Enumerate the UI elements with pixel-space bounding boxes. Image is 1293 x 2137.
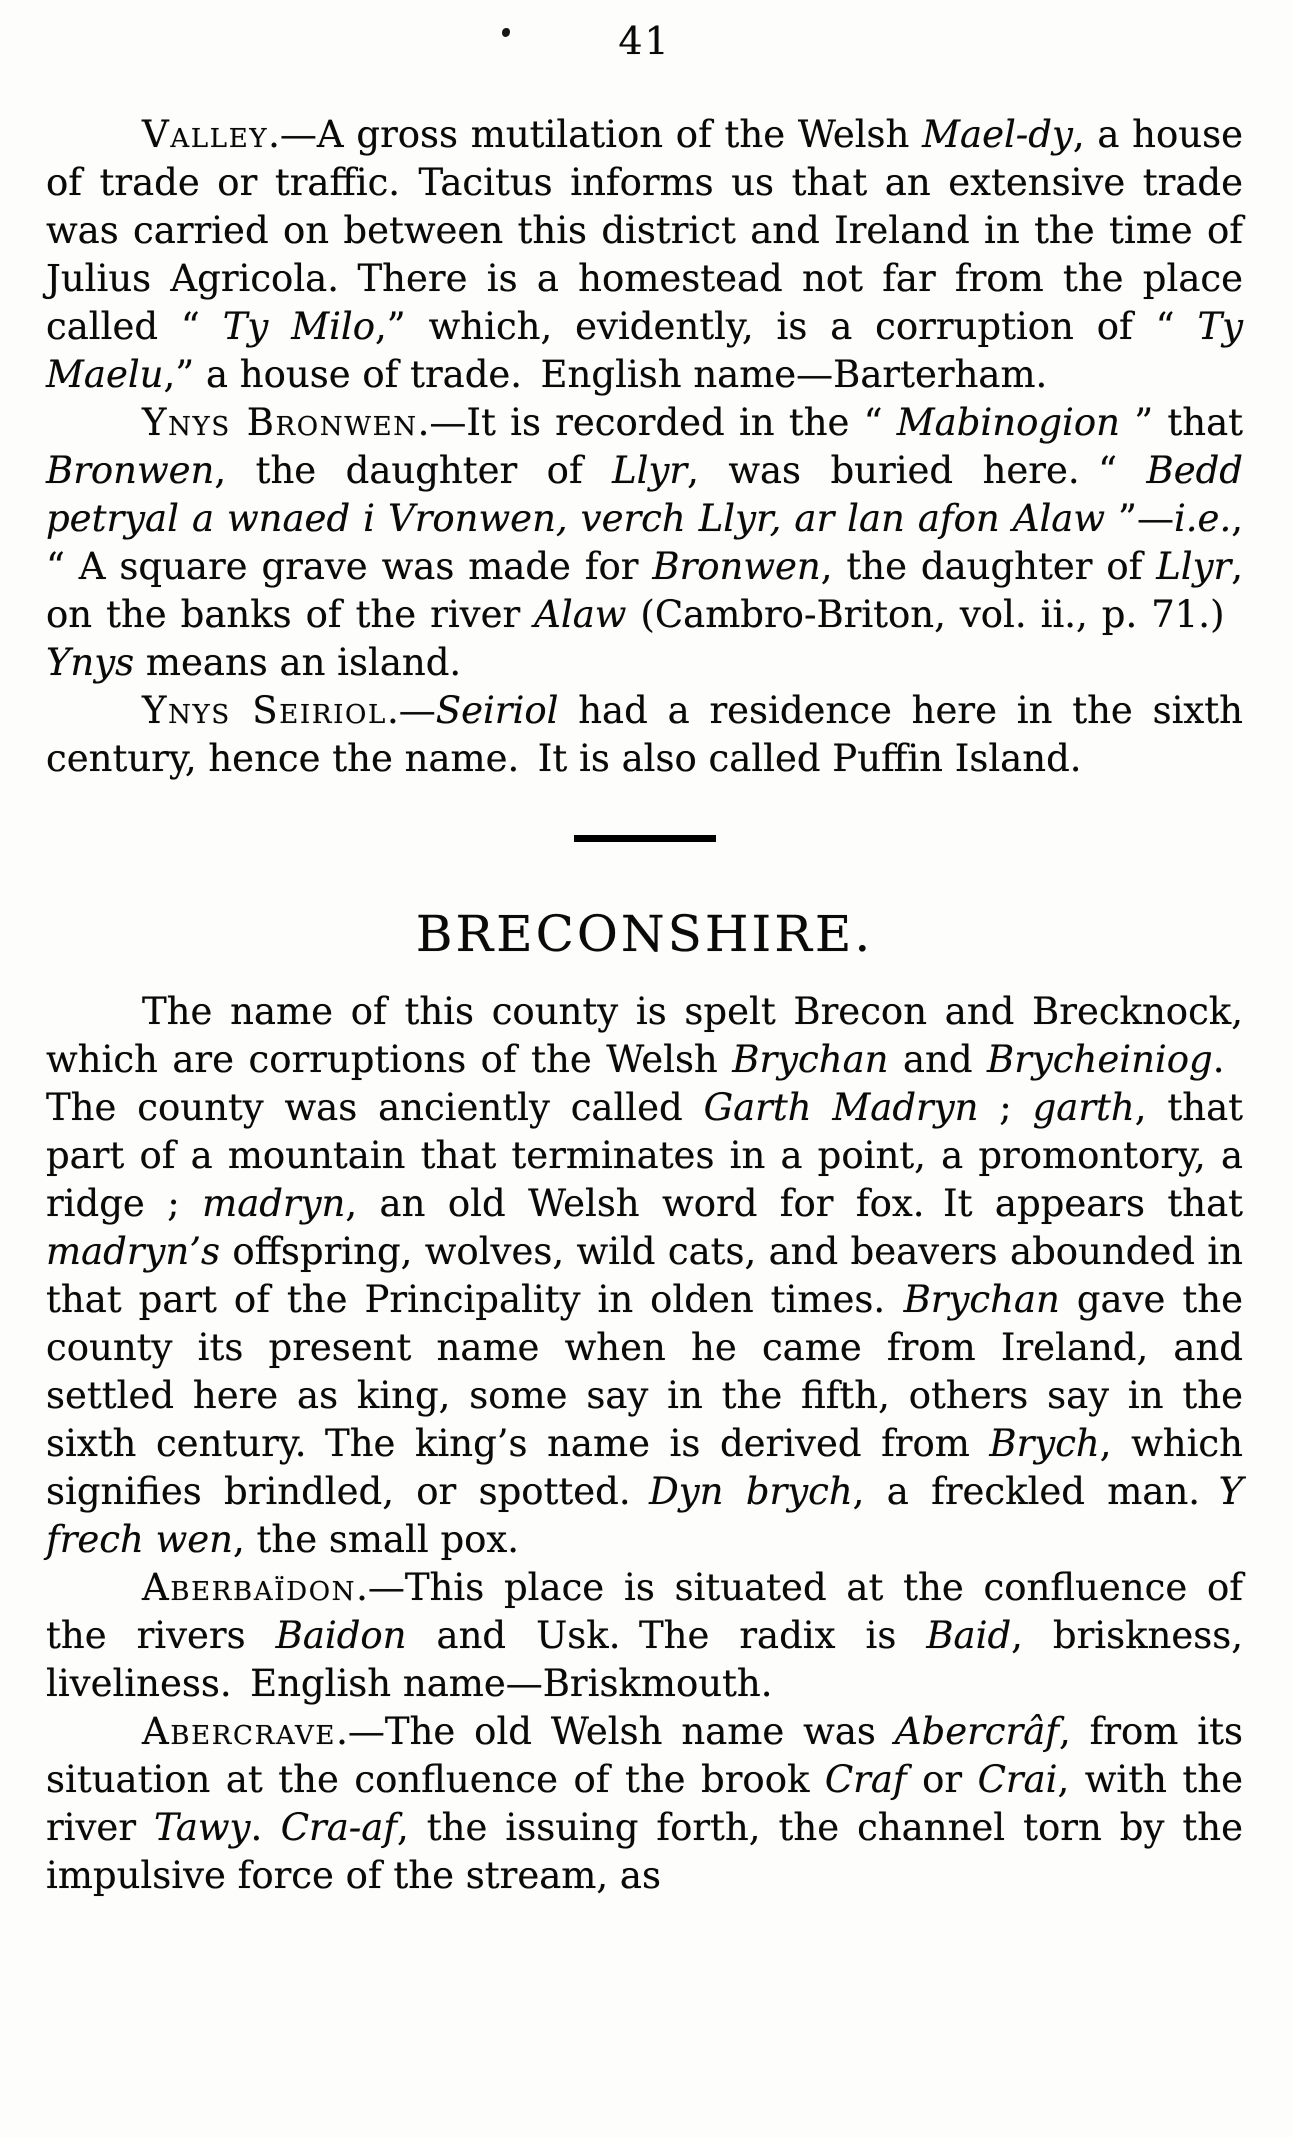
text-run: gave the county its present name when he came from Ireland, and settled here as king, some say in the fifth, others say in the sixth century. The king’s name is derived from [46, 1278, 1243, 1465]
italic-term: madryn [202, 1182, 346, 1225]
text-run: , an old Welsh word for fox. It appears that [345, 1182, 1243, 1225]
italic-term: madryn’s [46, 1230, 220, 1273]
italic-term: Dyn brych [649, 1470, 853, 1513]
italic-term: Ty Maelu [46, 305, 1244, 396]
paragraph [46, 399, 1243, 687]
italic-term: Craf [824, 1758, 907, 1801]
text-run: , with the river [46, 1758, 1243, 1849]
text-run: offspring, wolves, wild cats, and beavers abounded in that part of the Principality in olden times. [46, 1230, 1243, 1321]
text-run: .—It is recorded in the “ [417, 401, 897, 444]
text-run: means an island. [134, 641, 462, 684]
italic-term: Mabinogion [896, 401, 1120, 444]
entry-name: Ynys Seiriol [142, 689, 387, 732]
text-run: .— [386, 689, 436, 732]
text-run: , the daughter of [820, 545, 1157, 588]
text-run: .—A gross mutilation of the Welsh [268, 113, 923, 156]
page-number: 41 [618, 19, 671, 63]
italic-term: Crai [977, 1758, 1058, 1801]
italic-term: Garth Madryn [703, 1086, 979, 1129]
paragraph [46, 111, 1243, 399]
italic-term: Bedd petryal a wnaed i Vronwen, verch Llyr, ar lan afon Alaw [46, 449, 1243, 540]
entry-name: Ynys Bronwen [142, 401, 418, 444]
text-run: .—This place is situated at the confluence of the rivers [46, 1566, 1243, 1657]
text-run: , from its situation at the confluence of the brook [46, 1710, 1243, 1801]
section-divider [574, 835, 716, 842]
italic-term: Alaw [534, 593, 627, 636]
paragraph [46, 687, 1243, 783]
text-run: The name of this county is spelt Brecon and Brecknock, which are corruptions of the Welsh [46, 990, 1243, 1081]
text-run: (Cambro-Briton, vol. ii., p. 71.) [626, 593, 1244, 636]
page-content [46, 111, 1243, 1900]
section-heading: BRECONSHIRE. [415, 905, 874, 963]
italic-term: i.e. [1173, 497, 1232, 540]
paragraph [46, 1708, 1243, 1900]
text-run: .—The old Welsh name was [336, 1710, 895, 1753]
text-run: ; [978, 1086, 1033, 1129]
text-run: , briskness, liveliness. English name—Briskmouth. [46, 1614, 1243, 1705]
text-run: , that part of a mountain that terminates in a point, a promontory, a ridge ; [46, 1086, 1243, 1225]
italic-term: Baid [926, 1614, 1012, 1657]
italic-term: garth [1032, 1086, 1135, 1129]
entry-name: Valley [142, 113, 269, 156]
paragraph [46, 988, 1243, 1564]
italic-term: Llyr [612, 449, 688, 492]
text-run: or [906, 1758, 978, 1801]
text-run: and [888, 1038, 988, 1081]
italic-term: Llyr [1156, 545, 1232, 588]
text-run: , on the banks of the river [46, 545, 1243, 636]
italic-term: Brychan [732, 1038, 889, 1081]
text-run: , was buried here. “ [687, 449, 1147, 492]
italic-term: Cra-af [280, 1806, 398, 1849]
text-run: , “ A square grave was made for [46, 497, 1243, 588]
text-run: and Usk. The radix is [406, 1614, 927, 1657]
italic-term: Bronwen [652, 545, 821, 588]
italic-term: Bronwen [46, 449, 215, 492]
text-run: . The county was anciently called [46, 1038, 1243, 1129]
text-run: had a residence here in the sixth century, hence the name. It is also called Puffin Island. [46, 689, 1243, 780]
italic-term: Abercrâf [894, 1710, 1059, 1753]
paragraph [46, 1564, 1243, 1708]
italic-term: Baidon [275, 1614, 407, 1657]
italic-term: Brychan [903, 1278, 1060, 1321]
entry-name: Aberbaïdon [142, 1566, 357, 1609]
italic-term: Mael-dy [922, 113, 1073, 156]
text-run: , which signifies brindled, or spotted. [46, 1422, 1243, 1513]
italic-term: Brych [989, 1422, 1100, 1465]
italic-term: Seiriol [435, 689, 559, 732]
text-run: , a freckled man. [852, 1470, 1219, 1513]
text-run: , the daughter of [214, 449, 613, 492]
text-run: ”— [1105, 497, 1174, 540]
text-run: ,” a house of trade. English name—Barterham. [163, 353, 1048, 396]
text-run: ,” which, evidently, is a corruption of “ [375, 305, 1198, 348]
text-run: , a house of trade or traffic. Tacitus informs us that an extensive trade was carried on between this district and Ireland in the time of Julius Agricola. There is a homestead not far from the place called “ [46, 113, 1243, 348]
text-run: , the issuing forth, the channel torn by the impulsive force of the stream, as [46, 1806, 1243, 1897]
italic-term: Brycheiniog [987, 1038, 1213, 1081]
text-run: ” that [1120, 401, 1243, 444]
text-run: , the small pox. [233, 1518, 520, 1561]
italic-term: Ynys [46, 641, 135, 684]
italic-term: Tawy [154, 1806, 251, 1849]
italic-term: Y frech wen [46, 1470, 1243, 1561]
entry-name: Abercrave [142, 1710, 337, 1753]
italic-term: Ty Milo [222, 305, 376, 348]
text-run: . [250, 1806, 281, 1849]
